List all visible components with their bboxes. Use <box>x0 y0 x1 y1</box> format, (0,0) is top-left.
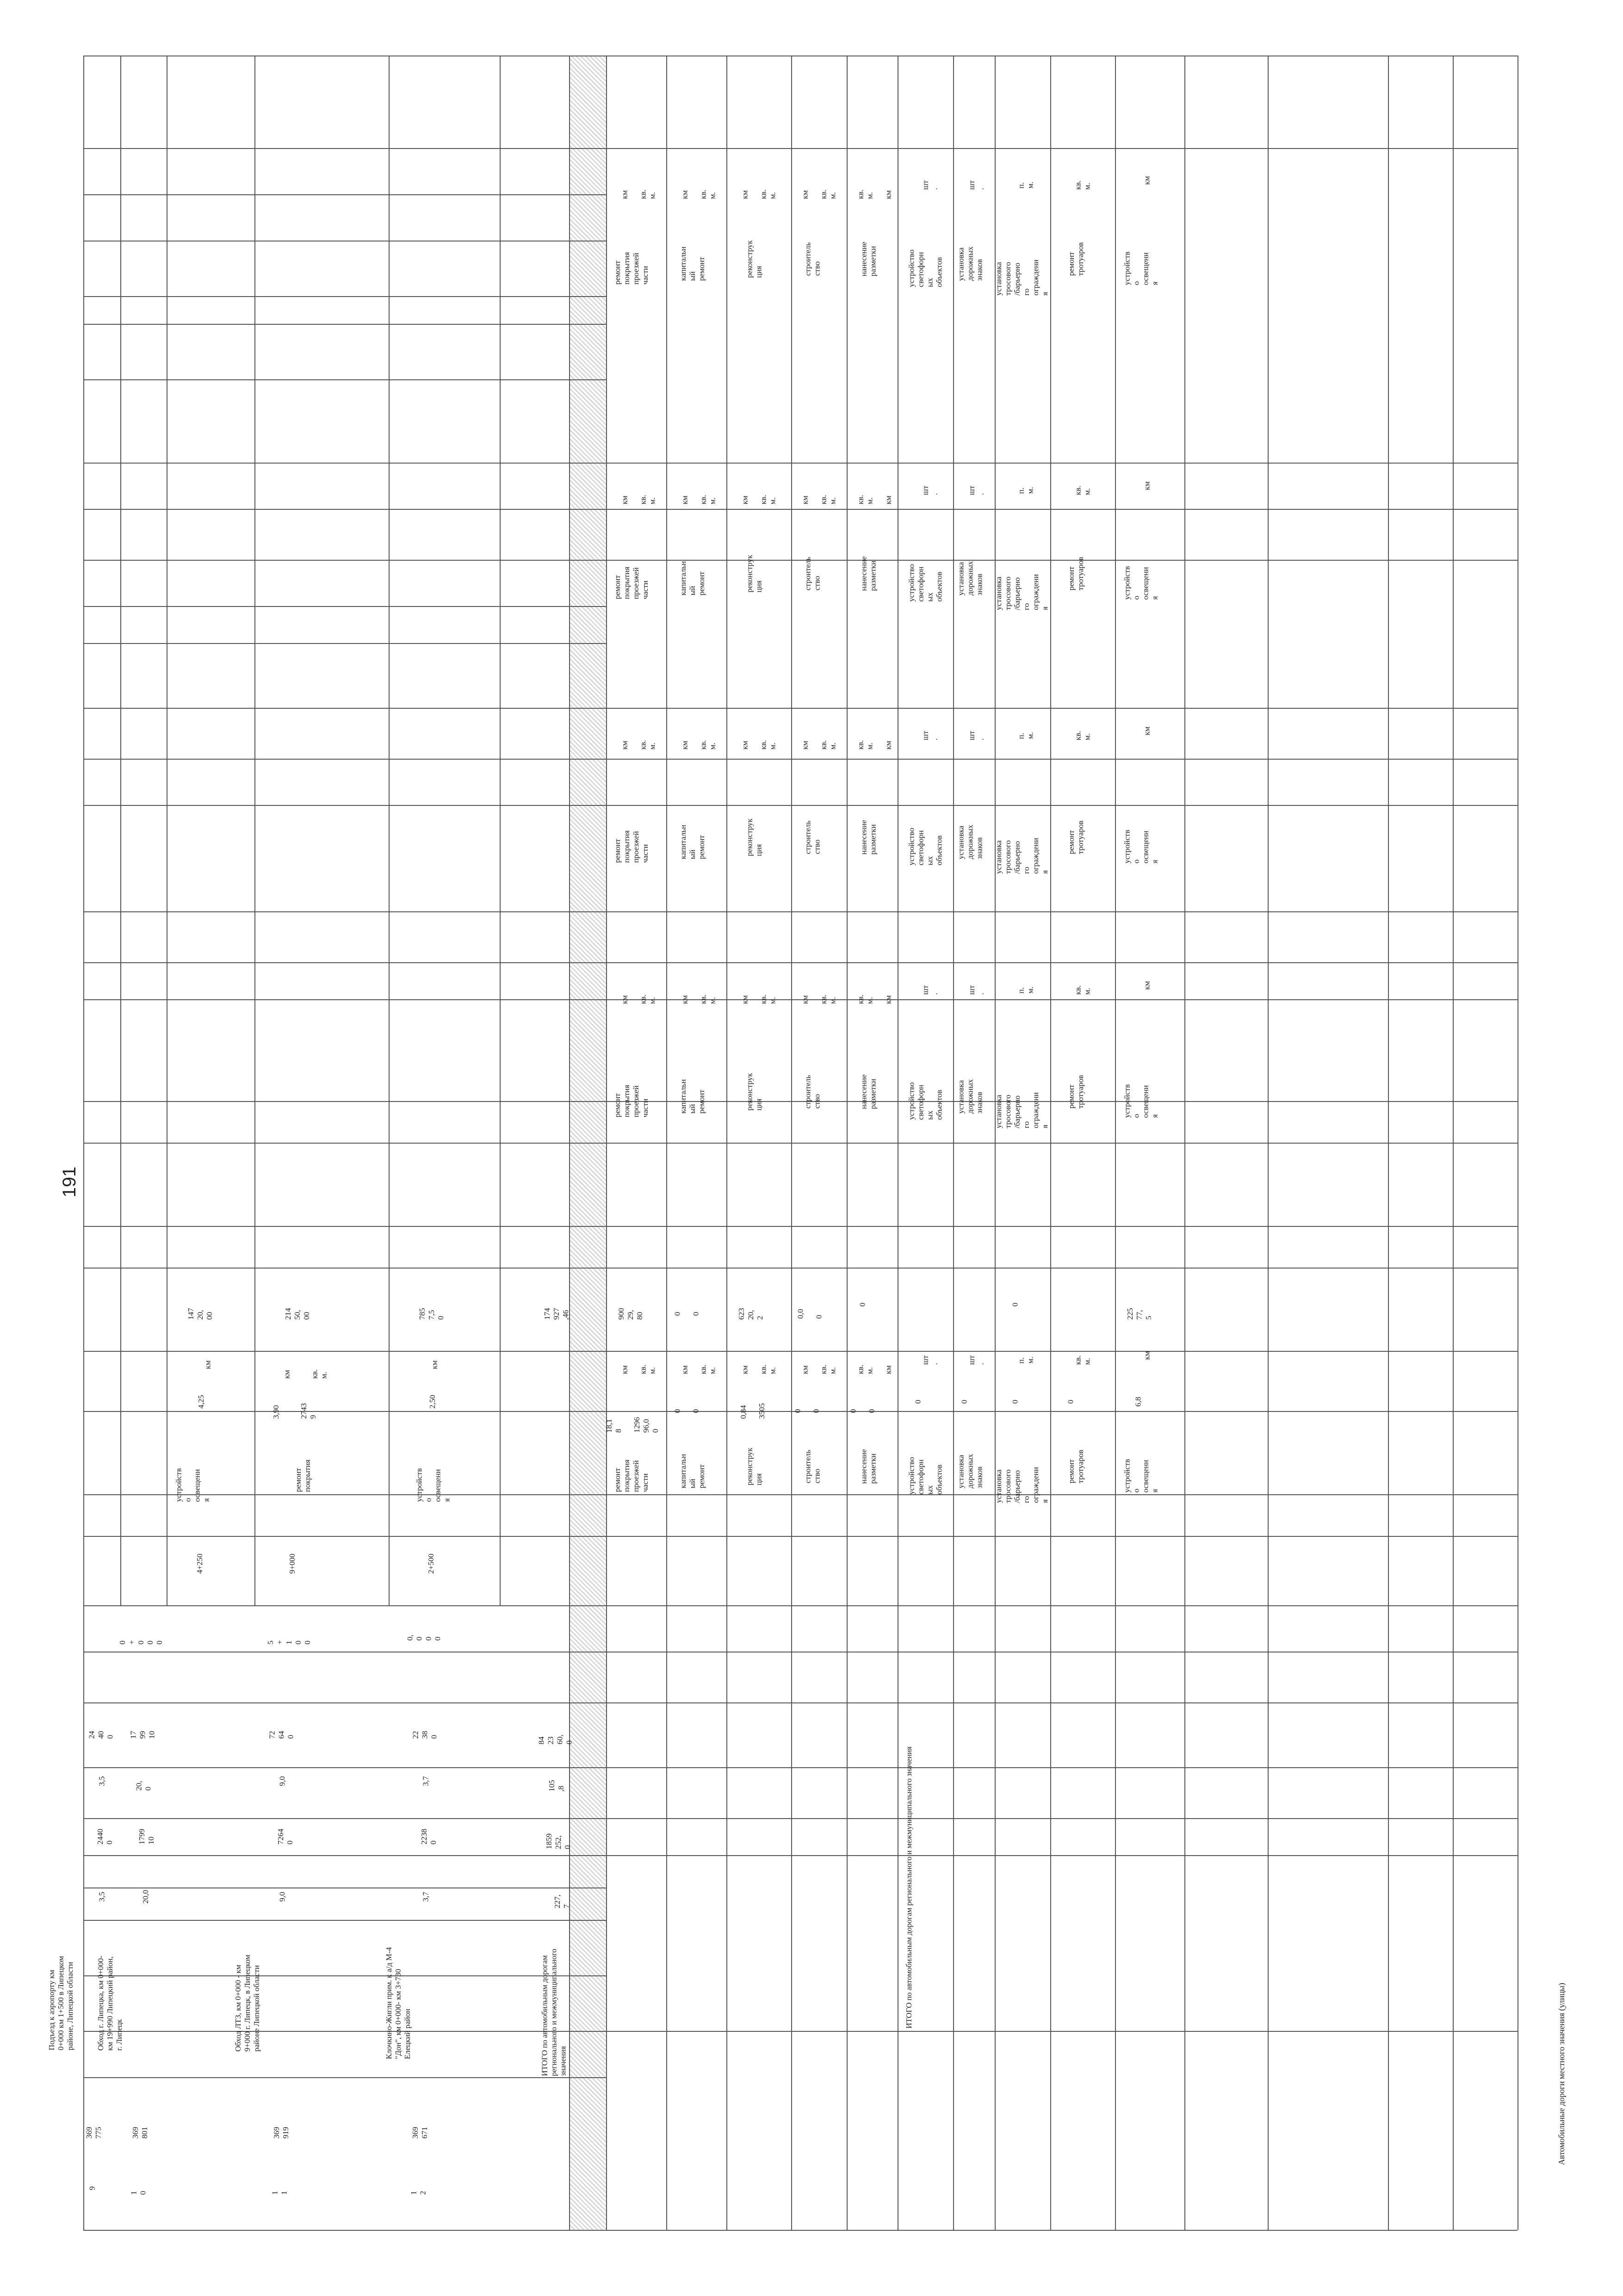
work-cost: 0 <box>1010 1302 1020 1307</box>
unit: км <box>203 1360 212 1369</box>
work-type-label: реконструк ция <box>745 818 763 856</box>
work-type-label: капитальн ый ремонт <box>679 246 706 281</box>
work-unit: шт . <box>921 985 939 995</box>
work-unit: км кв. м. <box>740 189 777 199</box>
length-km-2: 3,5 <box>97 1776 106 1786</box>
end-km: 2+500 <box>426 1553 435 1574</box>
work-unit: шт . <box>921 1355 939 1365</box>
work-type-label: установка дорожных знаков <box>956 824 984 860</box>
volume: 2,50 <box>427 1395 437 1409</box>
work-type-label: реконструк ция <box>745 1073 763 1111</box>
work-unit: км кв. м. <box>740 495 777 505</box>
work-type-label: ремонт тротуаров <box>1067 242 1085 276</box>
length-km: 3,5 <box>97 1892 106 1902</box>
work-type: ремонт покрытия <box>294 1459 312 1492</box>
cost: 147 20, 00 <box>186 1308 214 1320</box>
work-type-label: устройств о освещени я <box>1122 829 1159 864</box>
road-name: Обход ЛТЗ, км 0+000 - км 9+000 г. Липецк, в Липецком районе Липецкой области <box>233 1955 261 2052</box>
area-m2: 7264 0 <box>276 1829 294 1844</box>
length-km-2: 9,0 <box>278 1776 287 1786</box>
work-type-label: устройств о освещени я <box>1122 251 1159 285</box>
cost: 785 7,5 0 <box>417 1308 445 1320</box>
work-unit: кв. м. <box>1073 1355 1092 1365</box>
work-unit: шт . <box>967 1355 985 1365</box>
work-unit: кв. м. км <box>856 495 893 505</box>
work-type-label: ремонт покрытия проезжей части <box>613 252 650 285</box>
road-name: Клочкино-Жигли прим. к а/д М-4 "Дон", км 0+000- км 3+730 Елецкий район <box>384 1947 412 2060</box>
work-volume: 18,1 8 1296 96,0 0 <box>605 1417 660 1433</box>
work-type-label: ремонт покрытия проезжей части <box>613 830 650 863</box>
road-name: Подъезд к аэропорту км 0+000 км 1+500 в Липецком районе, Липецкой области <box>47 1956 74 2050</box>
road-code: 369 775 <box>84 2127 103 2139</box>
row-num: 1 2 <box>409 2191 427 2195</box>
work-type: устройств о освещени я <box>174 1468 211 1502</box>
total-length-2: 105 ,8 <box>547 1780 565 1792</box>
unit: км кв. м. <box>282 1369 328 1379</box>
work-unit: км кв. м. <box>680 495 717 505</box>
start-km: 5 + 1 0 0 <box>266 1640 312 1645</box>
work-cost: 900 29, 80 <box>616 1308 644 1320</box>
work-unit: шт . <box>967 985 985 995</box>
work-unit: км кв. м. <box>800 189 837 199</box>
road-code: 369 671 <box>410 2127 429 2139</box>
work-type-label: строитель ство <box>803 1075 822 1109</box>
work-unit: кв. м. <box>1073 485 1092 495</box>
work-type-label: установка дорожных знаков <box>956 246 984 281</box>
work-unit: км кв. м. <box>680 994 717 1004</box>
work-unit: км кв. м. <box>800 740 837 750</box>
work-cost: 0,0 0 <box>796 1309 824 1319</box>
work-unit: кв. м. км <box>856 740 893 750</box>
work-unit: шт . <box>967 730 985 741</box>
work-type-label: капитальн ый ремонт <box>679 1454 706 1489</box>
work-unit: км кв. м. <box>680 1364 717 1374</box>
work-volume: 0 0 <box>849 1409 876 1413</box>
work-unit: шт . <box>921 180 939 190</box>
road-code: 369 801 <box>130 2127 149 2139</box>
total-area-2: 84 23 60, 0 <box>537 1734 574 1745</box>
work-type-label: нанесение разметки <box>859 241 878 277</box>
work-type-label: ремонт тротуаров <box>1067 557 1085 591</box>
work-type-label: устройств о освещени я <box>1122 566 1159 600</box>
row-num: 9 <box>87 2186 97 2191</box>
work-type-label: ремонт покрытия проезжей части <box>613 1084 650 1118</box>
work-volume: 0 0 <box>793 1409 821 1413</box>
work-unit: кв. м. <box>1073 180 1092 190</box>
area-m2: 2440 0 <box>96 1829 114 1844</box>
work-volume: 0 <box>1010 1399 1020 1404</box>
work-type-label: устройств о освещени я <box>1122 1084 1159 1118</box>
work-volume: 0 0 <box>673 1409 700 1413</box>
work-unit: п. м. <box>1016 1356 1035 1364</box>
work-cost: 225 77, 5 <box>1125 1308 1153 1320</box>
work-type-label: нанесение разметки <box>859 820 878 855</box>
rotated-table: 9 369 775 Подъезд к аэропорту км 0+000 км 1+500 в Липецком районе, Липецкой области 3,5 2440 0 3,5 24 40 0 1 0 369 801 Обход г. Липецка, км 0+000- км 19+990 Липецкий район, г. Липецк 20,0 1799 10 20, 0 17 99 10 0 + 0 0 0 4+250 устройств о освещени я 4,25 км 147 20, 00 1 1 369 919 Обход ЛТЗ, км 0+000 - км 9+000 г. Липецк, в Липецком районе Липецкой области 9,0 7264 0 9,0 72 64 0 5 + 1 0 0 9+000 ремонт покрытия 3,90 2743 9 км кв. м. 214 50, 00 1 2 369 671 Клочкино-Жигли прим. к а/д М-4 "Дон", км 0+000- км 3+730 Елецкий район 3,7 2238 0 3,7 22 38 0 0, 0 0 0 2+500 устройств о освещени я 2,50 км 785 7,5 0 ИТОГО по автомобильным дорогам регионального и межмуниципального значения 227, 7 1859 252, 0 105 ,8 84 23 60, 0 174 927 ,46 ИТОГО по автомобильным дорогам регионального и межмуниципального значения ремонт покрытия проезжей части км кв. м. 18,1 8 1296 96,0 0 900 29, 80 ремонт покрытия проезжей части км кв. м. ремонт покрытия проезжей части км кв. м. ремонт покрытия проезжей части км кв. м. ремонт покрытия проезжей части км кв. м. капитальн ый ремонт км кв. м. 0 0 0 0 капитальн ый ремонт км кв. м. капитальн ый ремонт км кв. м. капитальн ый ремонт км кв. м. капитальн ый ремонт км кв. м. реконструк ция км кв. м. 0,84 3505 623 20, 2 реконструк ция км кв. м. реконструк ция км кв. м. реконструк ция км кв. м. реконструк ция км кв. м. строитель ство км кв. м. 0 0 0,0 0 строитель ство км кв. м. строитель ство км кв. м. строитель ство км кв. м. строитель ство км кв. м. нанесение разметки кв. м. км 0 0 0 нанесение разметки кв. м. км нанесение разметки кв. м. км нанесение разметки кв. м. км нанесение разметки кв. м. км устройство светофорн ых объектов шт . 0 устройство светофорн ых объектов шт . устройство светофорн ых объектов шт . устройство светофорн ых объектов шт . устройство светофорн ых объектов шт . установка дорожных знаков шт . 0 установка дорожных знаков шт . установка дорожных знаков шт . установка дорожных знаков шт . установка дорожных знаков шт . установка тросового /барьерно го ограждени я п. м. 0 0 установка тросового /барьерно го ограждени я п. м. установка тросового /барьерно го ограждени я п. м. установка тросового /барьерно го ограждени я п. м. установка тросового /барьерно го ограждени я п. м. ремонт тротуаров кв. м. 0 ремонт тротуаров кв. м. ремонт тротуаров кв. м. ремонт тротуаров кв. м. ремонт тротуаров кв. м. устройств о освещени я км 6,8 225 77, 5 устройств о освещени я км устройств о освещени я км устройств о освещени я км устройств о освещени я км Автомобильные дороги местного значения (улицы) <box>83 56 1518 2230</box>
start-km: 0 + 0 0 0 <box>118 1640 164 1645</box>
work-unit: п. м. <box>1016 181 1035 189</box>
work-unit: п. м. <box>1016 732 1035 739</box>
work-type-label: устройство светофорн ых объектов <box>907 1082 944 1120</box>
work-type-label: капитальн ый ремонт <box>679 1079 706 1114</box>
work-type-label: устройств о освещени я <box>1122 1459 1159 1493</box>
road-name: Обход г. Липецка, км 0+000- км 19+990 Липецкий район, г. Липецк <box>96 1956 124 2051</box>
unit: км <box>430 1360 439 1369</box>
work-type-label: ремонт покрытия проезжей части <box>613 566 650 600</box>
work-unit: км <box>1142 1351 1152 1360</box>
work-type-label: установка тросового /барьерно го ограждени я <box>994 574 1049 610</box>
work-type-label: реконструк ция <box>745 1448 763 1485</box>
work-type-label: установка тросового /барьерно го ограждени я <box>994 838 1049 874</box>
work-unit: км кв. м. <box>620 189 657 199</box>
page-number: 191 <box>59 1166 80 1198</box>
work-type-label: нанесение разметки <box>859 1074 878 1109</box>
work-volume: 6,8 <box>1134 1397 1143 1407</box>
work-unit: п. м. <box>1016 986 1035 994</box>
work-type-label: нанесение разметки <box>859 1449 878 1484</box>
work-type-label: ремонт тротуаров <box>1067 820 1085 854</box>
work-type-label: установка тросового /барьерно го ограждени я <box>994 1092 1049 1128</box>
work-unit: км кв. м. <box>740 740 777 750</box>
total-length: 227, 7 <box>552 1894 571 1908</box>
end-km: 9+000 <box>287 1553 297 1574</box>
work-unit: кв. м. км <box>856 189 893 199</box>
work-type-label: устройство светофорн ых объектов <box>907 828 944 866</box>
work-type-label: устройство светофорн ых объектов <box>907 249 944 287</box>
area-m2: 2238 0 <box>420 1829 438 1844</box>
length-km: 3,7 <box>421 1892 430 1902</box>
work-unit: кв. м. <box>1073 985 1092 995</box>
work-cost: 623 20, 2 <box>737 1308 764 1320</box>
work-volume: 0,84 3505 <box>739 1403 766 1419</box>
length-km-2: 20, 0 <box>134 1781 153 1791</box>
total-cost: 174 927 ,46 <box>542 1308 570 1320</box>
end-km: 4+250 <box>195 1553 204 1574</box>
volume: 4,25 <box>196 1395 205 1409</box>
work-unit: км кв. м. <box>680 189 717 199</box>
work-unit: км <box>1142 481 1152 490</box>
work-type-label: установка тросового /барьерно го ограждени я <box>994 1467 1049 1503</box>
work-type-label: установка дорожных знаков <box>956 561 984 596</box>
work-cost: 0 0 <box>673 1312 700 1316</box>
work-unit: шт . <box>967 485 985 495</box>
work-unit: шт . <box>921 485 939 495</box>
work-type-label: ремонт тротуаров <box>1067 1449 1085 1484</box>
work-type-label: ремонт покрытия проезжей части <box>613 1459 650 1492</box>
work-type-label: капитальн ый ремонт <box>679 561 706 596</box>
work-unit: шт . <box>967 180 985 190</box>
work-cost: 0 <box>858 1302 867 1307</box>
area-m2: 1799 10 <box>137 1829 155 1844</box>
road-code: 369 919 <box>272 2127 290 2139</box>
work-type-label: устройство светофорн ых объектов <box>907 1457 944 1495</box>
cost: 214 50, 00 <box>283 1308 311 1320</box>
work-unit: км кв. м. <box>800 994 837 1004</box>
work-type-label: установка тросового /барьерно го ограждени я <box>994 260 1049 296</box>
work-unit: п. м. <box>1016 487 1035 494</box>
work-type-label: капитальн ый ремонт <box>679 824 706 860</box>
work-type: устройств о освещени я <box>415 1468 452 1502</box>
work-unit: км кв. м. <box>740 994 777 1004</box>
length-km: 9,0 <box>278 1892 287 1902</box>
work-unit: км кв. м. <box>740 1364 777 1374</box>
start-km: 0, 0 0 0 <box>405 1634 442 1641</box>
row-num: 1 1 <box>270 2191 289 2195</box>
work-unit: км <box>1142 981 1152 990</box>
work-type-label: нанесение разметки <box>859 556 878 591</box>
work-volume: 0 <box>1066 1399 1075 1404</box>
length-km: 20,0 <box>141 1890 150 1904</box>
work-type-label: строитель ство <box>803 820 822 854</box>
work-type-label: строитель ство <box>803 557 822 591</box>
work-type-label: установка дорожных знаков <box>956 1079 984 1114</box>
work-type-label: реконструк ция <box>745 240 763 278</box>
work-unit: кв. м. <box>1073 730 1092 741</box>
area-m2-2: 22 38 0 <box>411 1731 439 1739</box>
work-unit: км кв. м. <box>620 1364 657 1374</box>
volume: 3,90 2743 9 <box>272 1403 317 1419</box>
work-type-label: реконструк ция <box>745 555 763 593</box>
work-unit: шт . <box>921 730 939 741</box>
work-type-label: строитель ство <box>803 242 822 276</box>
total-area: 1859 252, 0 <box>545 1833 572 1849</box>
area-m2-2: 17 99 10 <box>129 1731 156 1739</box>
work-unit: км кв. м. <box>620 495 657 505</box>
total-label: ИТОГО по автомобильным дорогам регионального и межмуниципального значения <box>540 1949 568 2076</box>
work-unit: км кв. м. <box>620 994 657 1004</box>
work-unit: км кв. м. <box>620 740 657 750</box>
row-num: 1 0 <box>129 2191 148 2195</box>
work-unit: кв. м. км <box>856 1364 893 1374</box>
area-m2-2: 24 40 0 <box>87 1731 115 1739</box>
work-unit: кв. м. км <box>856 994 893 1004</box>
work-type-label: установка дорожных знаков <box>956 1454 984 1489</box>
work-type-label: устройство светофорн ых объектов <box>907 564 944 602</box>
section-total-label: ИТОГО по автомобильным дорогам регионального и межмуниципального значения <box>904 1746 913 2029</box>
area-m2-2: 72 64 0 <box>267 1731 295 1739</box>
work-volume: 0 <box>913 1399 923 1404</box>
work-volume: 0 <box>960 1399 969 1404</box>
work-type-label: строитель ство <box>803 1449 822 1484</box>
work-unit: км кв. м. <box>800 1364 837 1374</box>
work-unit: км кв. м. <box>680 740 717 750</box>
work-unit: км <box>1142 726 1152 736</box>
work-type-label: ремонт тротуаров <box>1067 1075 1085 1109</box>
work-unit: км <box>1142 176 1152 185</box>
work-unit: км кв. м. <box>800 495 837 505</box>
length-km-2: 3,7 <box>421 1776 430 1786</box>
